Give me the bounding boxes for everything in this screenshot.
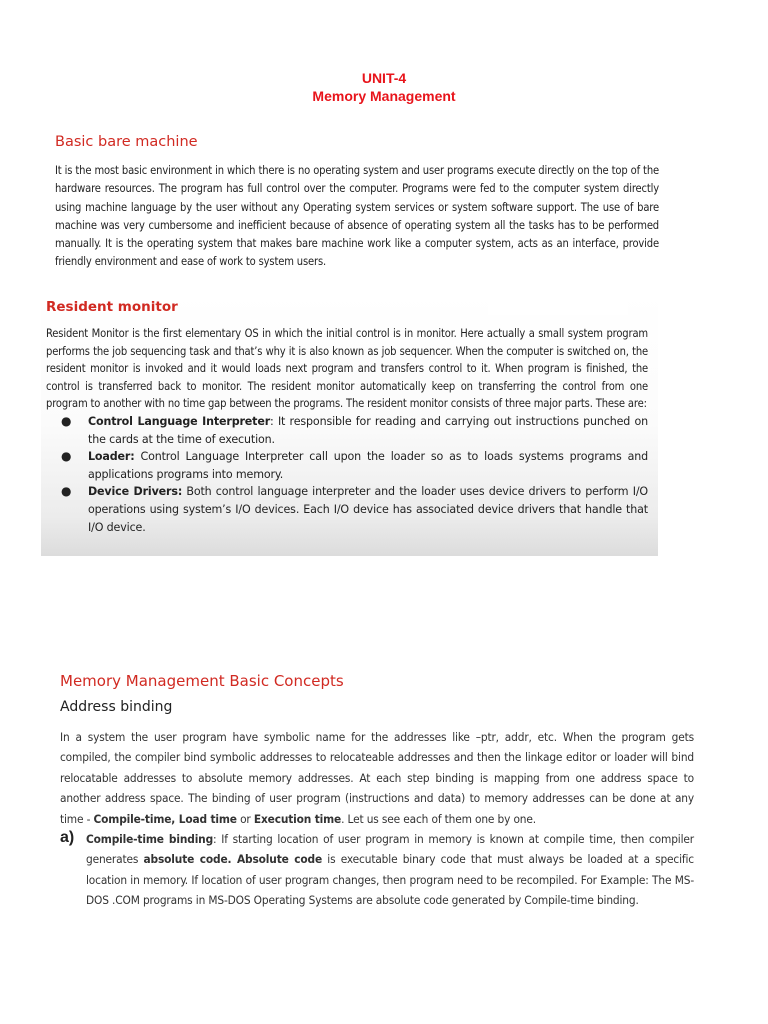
section-resident-monitor (41, 293, 658, 556)
binding-times-bold: Compile-time, Load time (93, 811, 237, 826)
list-item (46, 413, 648, 448)
bullet-icon: ● (61, 449, 72, 464)
part-separator: : (270, 414, 274, 428)
part-text: It responsible for reading and carrying out instructions punched on the cards at the time of execution. (88, 414, 649, 446)
paragraph-basic-bare-machine: It is the most basic environment in which there is no operating system and user programs execute directly on the top of the hardware resources. The program has full control over the computer. Programs were fed to the computer system directly using machine language by the user without any Operating system services or system software support. The use of bare machine was very cumbersome and inefficient because of absence of operating system all the tasks has to be performed manually. It is the operating system that makes bare machine work like a computer system, acts as an interface, provide friendly environment and ease of work to system users. (55, 164, 659, 269)
list-item (46, 483, 648, 536)
part-text: Both control language interpreter and the loader uses device drivers to perform I/O operations using system’s I/O devices. Each I/O device has associated device drivers that handle that I/O device. (88, 485, 648, 534)
unit-topic: Memory Management (312, 88, 456, 104)
subheading-address-binding: Address binding (60, 699, 173, 715)
item-marker: a) (60, 829, 75, 847)
unit-label: UNIT-4 (361, 70, 407, 86)
absolute-code-bold: absolute code. Absolute code (143, 852, 323, 867)
document-title (0, 69, 768, 105)
heading-resident-monitor: Resident monitor (46, 299, 178, 315)
resident-monitor-content (46, 297, 648, 536)
heading-memory-management-basics: Memory Management Basic Concepts (60, 672, 344, 690)
binding-execution-bold: Execution time (253, 811, 342, 826)
list-item (46, 448, 648, 483)
compile-time-binding-text (86, 829, 694, 911)
address-binding-text-end: . Let us see each of them one by one. (341, 811, 536, 826)
compile-time-text-2: is executable binary code that must always be loaded at a specific location in memory. If location of user program changes, then program need to be recompiled. For Example: The MS-DOS .COM programs in MS-DOS Operating Systems are absolute code generated by Compile-time binding. (86, 852, 694, 908)
section-memory-management-basics (60, 671, 694, 911)
bullet-icon: ● (61, 484, 72, 499)
paragraph-address-binding (60, 727, 694, 829)
part-term: Device Drivers: (88, 485, 183, 499)
address-binding-text: In a system the user program have symbolic name for the addresses like –ptr, addr, etc. When the program gets compiled, the compiler bind symbolic addresses to relocateable addresses and then the linkage editor or loader will bind relocatable addresses to absolute memory addresses. At each step binding is mapping from one address space to another address space. The binding of user program (instructions and data) to memory addresses can be done at any time - (60, 730, 694, 826)
paragraph-resident-monitor: Resident Monitor is the first elementary OS in which the initial control is in monitor. Here actually a small system program performs the job sequencing task and that’s why it is also known as job sequencer. When the computer is switched on, the resident monitor is invoked and it would loads next program and transfers control to it. When program is finished, the control is transferred back to monitor. The resident monitor automatically keep on transferring the control from one program to another with no time gap between the programs. The resident monitor consists of three major parts. These are: (46, 327, 648, 411)
part-term: Loader: (88, 450, 135, 464)
compile-time-term: Compile-time binding (86, 832, 214, 847)
binding-or: or (236, 811, 254, 826)
section-basic-bare-machine (55, 132, 659, 272)
part-text: Control Language Interpreter call upon the loader so as to loads systems programs and applications programs into memory. (88, 450, 648, 481)
compile-time-text-1: : If starting location of user program in memory is known at compile time, then compiler generates (86, 832, 694, 867)
heading-basic-bare-machine: Basic bare machine (55, 134, 198, 150)
resident-monitor-parts-list (46, 413, 648, 536)
part-term: Control Language Interpreter (88, 414, 271, 428)
bullet-icon: ● (61, 413, 72, 428)
compile-time-binding-item (60, 829, 694, 911)
